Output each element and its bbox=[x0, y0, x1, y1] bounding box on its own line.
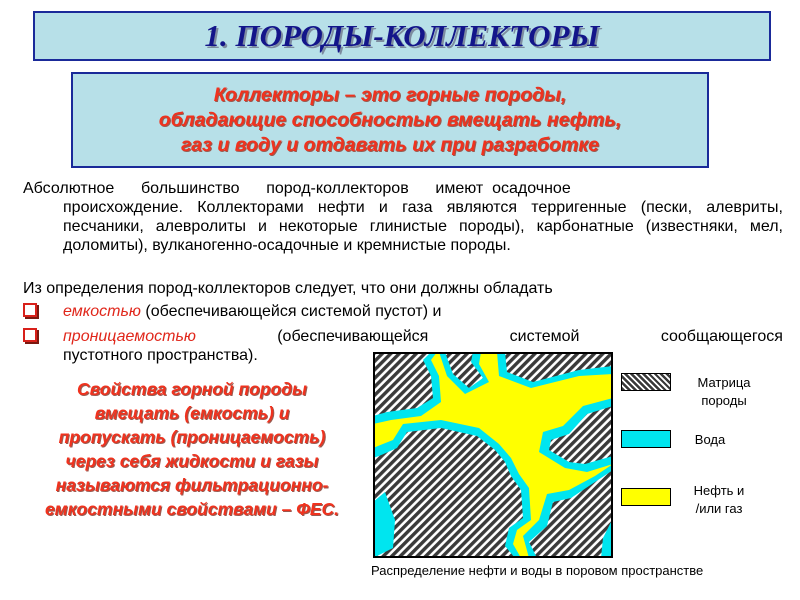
legend-swatch-oil bbox=[621, 488, 671, 506]
fes-line-5: называются фильтрационно- bbox=[55, 475, 329, 495]
bullet-permeability-word-2: системой bbox=[509, 328, 580, 345]
definition-text bbox=[159, 83, 622, 158]
legend-label-matrix-line-1: Матрица bbox=[697, 375, 751, 390]
paragraph-origin bbox=[23, 179, 783, 255]
paragraph-origin-rest: происхождение. Коллекторами нефти и газа являются терригенные (пески, алевриты, песчаники, алевролиты и некоторые глинистые породы), карбонатные (известняки, мел, доломиты), вулканогенно-осадочные и кремнистые породы. bbox=[63, 199, 783, 254]
definition-line-1: Коллекторы – это горные породы, bbox=[213, 83, 567, 106]
fes-line-3: пропускать (проницаемость) bbox=[58, 427, 326, 447]
definition-box bbox=[71, 72, 709, 168]
pore-space-diagram bbox=[373, 352, 613, 558]
definition-line-3: газ и воду и отдавать их при разработке bbox=[181, 133, 599, 156]
checkbox-bullet-icon bbox=[23, 303, 37, 317]
fes-line-1: Свойства горной породы bbox=[77, 379, 307, 399]
page-title: 1. ПОРОДЫ-КОЛЛЕКТОРЫ bbox=[204, 18, 600, 53]
bullet-permeability-word-3: сообщающегося bbox=[660, 328, 783, 345]
legend-label-oil-line-1: Нефть и bbox=[693, 483, 745, 498]
bullet-capacity bbox=[23, 302, 783, 321]
legend-swatch-matrix bbox=[621, 373, 671, 391]
definition-line-2: обладающие способностью вмещать нефть, bbox=[158, 108, 622, 131]
bullet-permeability-word-1: (обеспечивающейся bbox=[277, 328, 429, 345]
term-permeability: проницаемостью bbox=[63, 328, 196, 345]
legend-swatch-water bbox=[621, 430, 671, 448]
fes-line-2: вмещать (емкость) и bbox=[94, 403, 290, 423]
bullet-permeability-line-2: пустотного пространства). bbox=[63, 347, 258, 364]
legend-label-matrix bbox=[684, 374, 764, 410]
legend-label-oil bbox=[683, 482, 755, 518]
paragraph-properties-intro: Из определения пород-коллекторов следует, что они должны обладать bbox=[23, 280, 553, 297]
paragraph-origin-first-line: Абсолютное большинство пород-коллекторов имеют осадочное bbox=[23, 180, 571, 197]
diagram-caption: Распределение нефти и воды в поровом пространстве bbox=[371, 563, 704, 578]
term-capacity: емкостью bbox=[63, 303, 141, 320]
checkbox-bullet-icon bbox=[23, 328, 37, 342]
fes-line-4: через себя жидкости и газы bbox=[65, 451, 319, 471]
legend-label-oil-line-2: /или газ bbox=[695, 501, 743, 516]
bullet-capacity-text: (обеспечивающейся системой пустот) и bbox=[140, 303, 442, 320]
legend-label-matrix-line-2: породы bbox=[701, 393, 747, 408]
fes-line-6: емкостными свойствами – ФЕС. bbox=[44, 499, 340, 519]
title-box bbox=[33, 11, 771, 61]
legend-label-water: Вода bbox=[694, 432, 726, 447]
fes-definition bbox=[18, 377, 366, 521]
